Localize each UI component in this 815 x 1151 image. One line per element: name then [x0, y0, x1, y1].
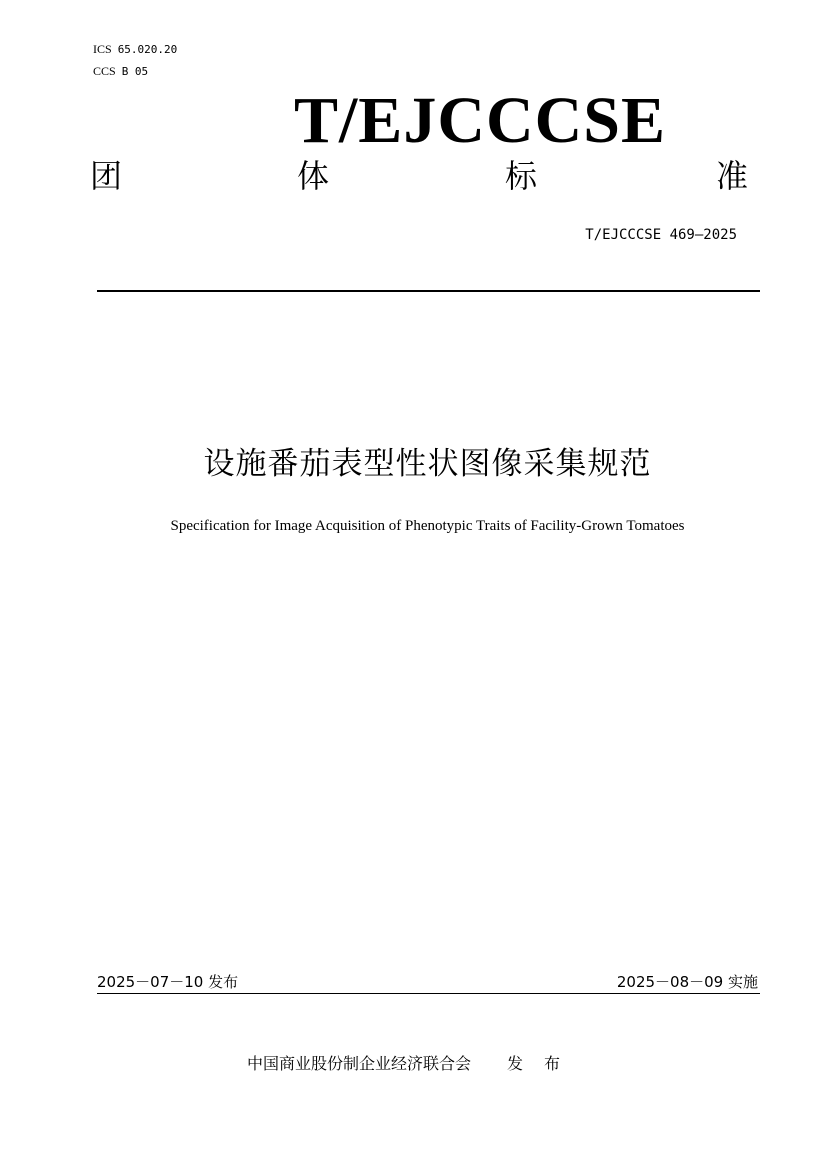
implementation-date: 2025－08－09 实施 — [616, 973, 758, 991]
publisher-line — [0, 1053, 815, 1075]
ccs-code — [93, 64, 148, 79]
document-title-english: Specification for Image Acquisition of Phenotypic Traits of Facility-Grown Tomatoes — [170, 518, 685, 534]
document-title-chinese: 设施番茄表型性状图像采集规范 — [203, 446, 652, 482]
ccs-value: B 05 — [121, 65, 149, 78]
ics-code — [93, 42, 177, 57]
standard-number: T/EJCCCSE 469—2025 — [585, 227, 737, 243]
ccs-label: CCS — [93, 64, 116, 78]
standard-type-char: 团 — [90, 157, 123, 195]
standard-type-char: 标 — [505, 157, 538, 195]
issue-date: 2025－07－10 发布 — [97, 973, 239, 991]
header-divider — [97, 290, 760, 292]
publisher-suffix: 发 布 — [506, 1054, 569, 1073]
standard-type-char: 准 — [716, 157, 749, 195]
ics-value: 65.020.20 — [117, 43, 178, 56]
publisher-name: 中国商业股份制企业经济联合会 — [246, 1054, 471, 1073]
ics-label: ICS — [93, 42, 112, 56]
footer-divider — [97, 993, 760, 994]
standard-type-char: 体 — [297, 157, 330, 195]
organization-code: T/EJCCCSE — [293, 84, 667, 157]
